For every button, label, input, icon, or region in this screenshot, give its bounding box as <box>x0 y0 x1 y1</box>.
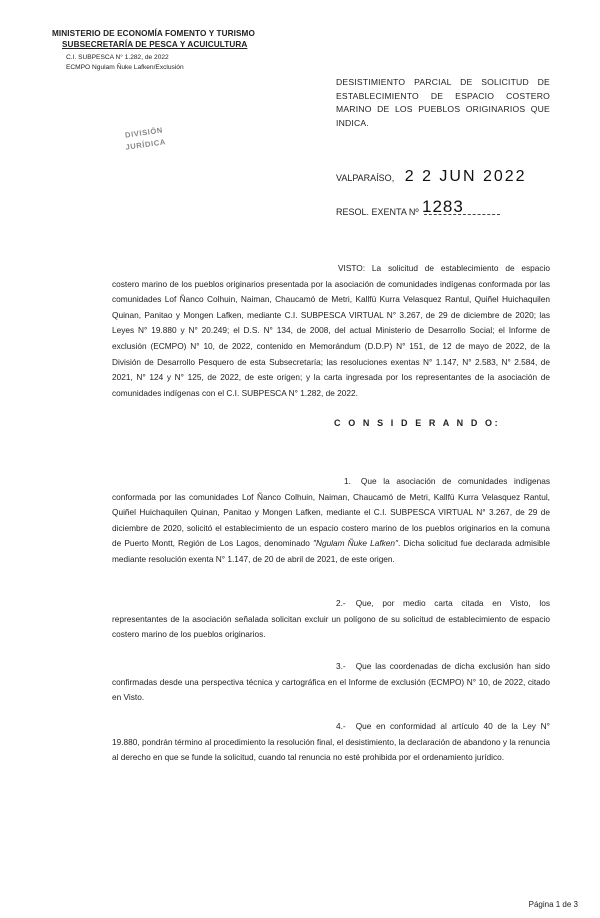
item-2-text: Que, por medio carta citada en Visto, los representantes de la asociación señalada solicitan excluir un polígono de su solicitud de establecimiento de espacio costero marino de los pueblos originarios. <box>112 598 550 640</box>
item-1-number: 1. <box>344 476 351 486</box>
resolution-line <box>336 197 464 217</box>
ministry-name: MINISTERIO DE ECONOMÍA FOMENTO Y TURISMO <box>52 29 255 38</box>
stamp-line-2: JURÍDICA <box>124 137 167 152</box>
page-number: Página 1 de 3 <box>528 900 578 909</box>
considerando-item-1 <box>112 474 550 568</box>
stamp-line-1: DIVISIÓN <box>124 125 164 140</box>
date-line <box>336 168 527 186</box>
considerando-item-4 <box>112 719 550 766</box>
considerando-item-2 <box>112 596 550 643</box>
visto-label: VISTO: <box>338 263 366 273</box>
visto-paragraph <box>112 261 550 401</box>
document-title: DESISTIMIENTO PARCIAL DE SOLICITUD DE ESTABLECIMIENTO DE ESPACIO COSTERO MARINO DE LOS PUEBLOS ORIGINARIOS QUE INDICA. <box>336 77 550 128</box>
item-2-number: 2.- <box>336 598 346 608</box>
item-4-text: Que en conformidad al artículo 40 de la Ley N° 19.880, pondrán término al procedimiento la resolución final, el desistimiento, la declaración de abandono y la renuncia al derecho en que se funde la solicitud, cuando tal renuncia no esté prohibida por el ordenamiento jurídico. <box>112 721 550 763</box>
resolution-number: 1283 <box>422 197 464 216</box>
date-stamp: 2 2 JUN 2022 <box>404 168 527 185</box>
visto-text: La solicitud de establecimiento de espacio costero marino de los pueblos originarios presentada por la asociación de comunidades indígenas conformada por las comunidades Lof Ñanco Colhuin, Naiman, Chaucamó de Metri, Kallfü Kurra Velasquez Rantul, Quiñel Huichaquilen Quinan, Panitao y Mongen Lafken, mediante C.I. SUBPESCA VIRTUAL N° 3.267, de 29 de diciembre de 2020; las Leyes N° 19.880 y N° 20.249; el D.S. N° 134, de 2008, del actual Ministerio de Desarrollo Social; el Informe de exclusión (ECMPO) N° 10, de 2022, contenido en Memorándum (D.D.P) N° 151, de 12 de mayo de 2022, de la División de Desarrollo Pesquero de esta Subsecretaría; las resoluciones exentas N° 1.147, N° 2.583, N° 2.584, de 2021, N° 124 y N° 125, de 2022, de este origen; y la carta ingresada por los representantes de la asociación de comunidades indígenas con el C.I. SUBPESCA N° 1.282, de 2022. <box>112 263 550 398</box>
item-3-text: Que las coordenadas de dicha exclusión han sido confirmadas desde una perspectiva técnica y cartográfica en el Informe de exclusión (ECMPO) N° 10, de 2022, citado en Visto. <box>112 661 550 703</box>
reference-ci: C.I. SUBPESCA N° 1.282, de 2022 <box>66 54 169 61</box>
considerando-heading: C O N S I D E R A N D O: <box>334 418 501 428</box>
date-label: VALPARAÍSO, <box>336 173 395 183</box>
considerando-item-3 <box>112 659 550 706</box>
item-1-text-post: . Dicha solicitud fue declarada admisible mediante resolución exenta N° 1.147, de 20 de abril de 2021, de este origen. <box>112 538 550 564</box>
division-juridica-stamp <box>109 122 184 171</box>
item-3-number: 3.- <box>336 661 346 671</box>
reference-ecmpo: ECMPO Ngulam Ñuke Lafken/Exclusión <box>66 64 184 71</box>
item-4-number: 4.- <box>336 721 346 731</box>
resolution-label: RESOL. EXENTA Nº <box>336 207 419 217</box>
item-1-text-pre: Que la asociación de comunidades indígenas conformada por las comunidades Lof Ñanco Colhuin, Naiman, Chaucamó de Metri, Kallfü Kurra Velasquez Rantul, Quiñel Huichaquilen Quinan, Panitao y Mongen Lafken, mediante el C.I. SUBPESCA VIRTUAL N° 3.267, de 29 de diciembre de 2020, solicitó el establecimiento de un espacio costero marino de los pueblos originarios en la comuna de Puerto Montt, Región de Los Lagos, denominado <box>112 476 550 549</box>
item-1-denomination: "Ngulam Ñuke Lafken" <box>313 538 398 549</box>
subsecretaria-name: SUBSECRETARÍA DE PESCA Y ACUICULTURA <box>62 40 248 49</box>
